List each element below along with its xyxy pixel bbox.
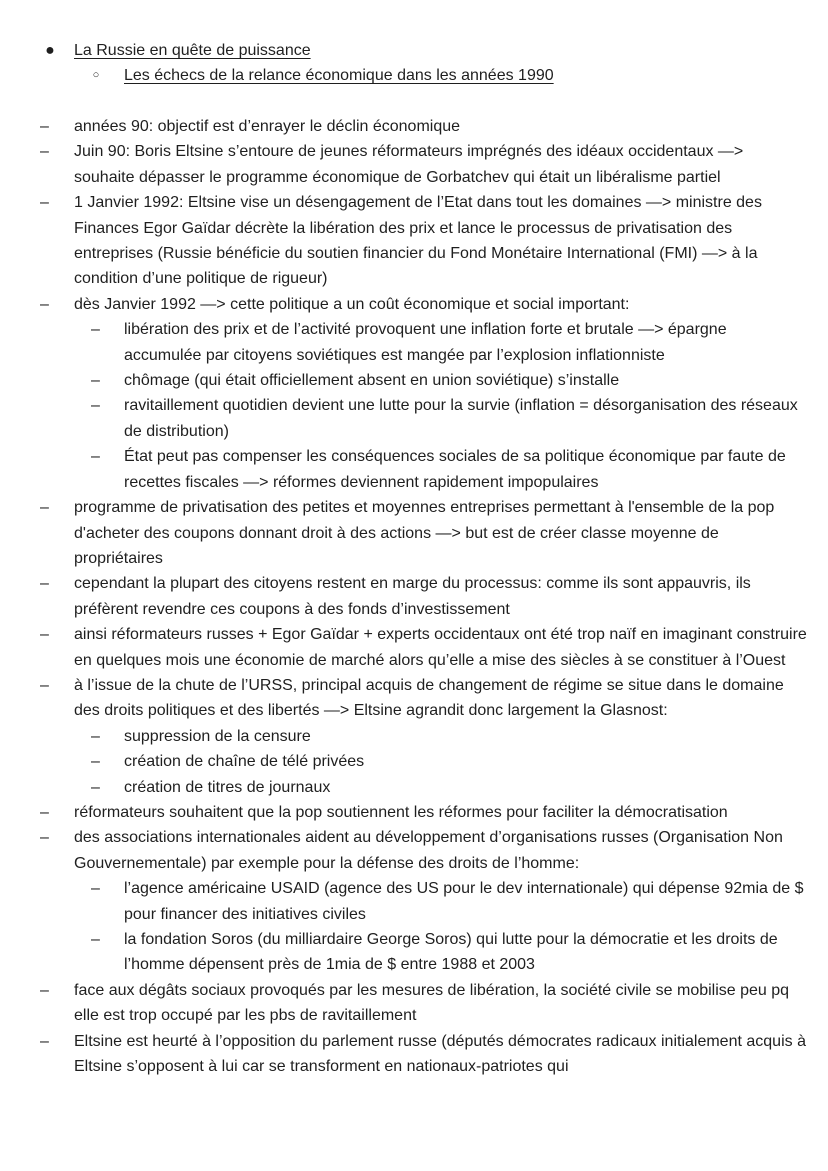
dash-bullet-icon: – [91, 372, 100, 390]
dash-bullet-icon: – [40, 143, 49, 161]
note-item [40, 673, 808, 800]
dash-bullet-icon: – [40, 295, 49, 313]
sub-list [74, 724, 808, 800]
dash-bullet-icon: – [91, 880, 100, 898]
dash-bullet-icon: – [91, 397, 100, 415]
dash-bullet-icon: – [40, 803, 49, 821]
sub-item-text: suppression de la censure [124, 727, 311, 745]
section-title: La Russie en quête de puissance [74, 42, 311, 59]
dash-bullet-icon: – [40, 626, 49, 644]
sub-item-text: chômage (qui était officiellement absent en union soviétique) s’installe [124, 372, 620, 390]
dash-bullet-icon: – [40, 118, 49, 135]
dash-bullet-icon: – [40, 194, 49, 212]
sub-item-text: État peut pas compenser les conséquences sociales de sa politique économique par faute de recettes fiscales —> réformes deviennent rapidement impopulaires [124, 448, 786, 491]
heading-level-1 [40, 38, 800, 63]
sub-item [74, 444, 808, 495]
dash-bullet-icon: – [40, 676, 49, 694]
sub-item-text: la fondation Soros (du milliardaire George Soros) qui lutte pour la démocratie et les droits de l’homme dépensent près de 1mia de $ entre 1988 et 2003 [124, 931, 778, 974]
note-text: 1 Janvier 1992: Eltsine vise un désengagement de l’Etat dans tout les domaines —> ministre des Finances Egor Gaïdar décrète la libération des prix et lance le processus de privatisation des entreprises (Russie bénéficie du soutien financier du Fond Monétaire International (FMI) —> à la condition d’une politique de rigueur) [74, 194, 762, 288]
note-item [40, 139, 808, 190]
note-item [40, 571, 808, 622]
note-text: ainsi réformateurs russes + Egor Gaïdar + experts occidentaux ont été trop naïf en imaginant construire en quelques mois une économie de marché alors qu’elle a mise des siècles à se constituer à l’Ouest [74, 626, 807, 669]
sub-item-text: ravitaillement quotidien devient une lutte pour la survie (inflation = désorganisation des réseaux de distribution) [124, 397, 798, 440]
sub-item-text: création de chaîne de télé privées [124, 753, 365, 771]
sub-item [74, 775, 808, 800]
note-text: programme de privatisation des petites et moyennes entreprises permettant à l'ensemble de la pop d'acheter des coupons donnant droit à des actions —> but est de créer classe moyenne de propriétaires [74, 499, 775, 567]
dash-bullet-icon: – [91, 753, 100, 771]
note-text: Eltsine est heurté à l’opposition du parlement russe (députés démocrates radicaux initialement acquis à Eltsine s’opposent à lui car se transforment en nationaux-patriotes qui [74, 1032, 806, 1076]
sub-item [74, 927, 808, 978]
filled-bullet-icon: ● [45, 42, 55, 59]
note-text: Juin 90: Boris Eltsine s’entoure de jeunes réformateurs imprégnés des idéaux occidentaux —> souhaite dépasser le programme économique de Gorbatchev qui était un libéralisme partiel [74, 143, 744, 186]
note-text: face aux dégâts sociaux provoqués par les mesures de libération, la société civile se mobilise peu pq elle est trop occupé par les pbs de ravitaillement [74, 981, 790, 1025]
note-item [40, 800, 808, 825]
sub-list [74, 876, 808, 978]
note-text: cependant la plupart des citoyens restent en marge du processus: comme ils sont appauvris, ils préfèrent revendre ces coupons à des fonds d’investissement [74, 575, 751, 618]
note-text: des associations internationales aident au développement d’organisations russes (Organisation Non Gouvernementale) par exemple pour la défense des droits de l’homme: [74, 829, 783, 872]
hollow-bullet-icon: ○ [92, 69, 100, 82]
dash-bullet-icon: – [91, 778, 100, 796]
note-item [40, 495, 808, 571]
note-item [40, 190, 808, 292]
dash-bullet-icon: – [40, 829, 49, 847]
sub-item-text: création de titres de journaux [124, 778, 331, 796]
heading-level-2 [40, 63, 800, 88]
sub-item [74, 749, 808, 774]
notes-list [40, 114, 808, 1079]
sub-list [74, 317, 808, 495]
sub-item-text: libération des prix et de l’activité provoquent une inflation forte et brutale —> épargne accumulée par citoyens soviétiques est mangée par l’explosion inflationniste [124, 321, 727, 364]
dash-bullet-icon: – [40, 575, 49, 593]
note-text: à l’issue de la chute de l’URSS, principal acquis de changement de régime se situe dans le domaine des droits politiques et des libertés —> Eltsine agrandit donc largement la Glasnost: [74, 676, 784, 720]
sub-item [74, 724, 808, 749]
section-subtitle: Les échecs de la relance économique dans les années 1990 [124, 67, 554, 85]
sub-item [74, 317, 808, 368]
dash-bullet-icon: – [40, 1032, 49, 1050]
document-header [40, 38, 800, 89]
note-text: années 90: objectif est d’enrayer le déclin économique [74, 118, 461, 135]
note-item [40, 114, 808, 139]
dash-bullet-icon: – [40, 499, 49, 517]
note-text: dès Janvier 1992 —> cette politique a un coût économique et social important: [74, 295, 630, 313]
sub-item [74, 393, 808, 444]
dash-bullet-icon: – [91, 727, 100, 745]
sub-item [74, 876, 808, 927]
dash-bullet-icon: – [91, 931, 100, 948]
sub-item [74, 368, 808, 393]
note-item [40, 292, 808, 495]
note-item [40, 825, 808, 977]
dash-bullet-icon: – [91, 448, 100, 466]
dash-bullet-icon: – [40, 981, 49, 999]
note-item [40, 978, 808, 1029]
note-item [40, 1029, 808, 1080]
sub-item-text: l’agence américaine USAID (agence des US pour le dev internationale) qui dépense 92mia de $ pour financer des initiatives civiles [124, 880, 804, 923]
note-item [40, 622, 808, 673]
dash-bullet-icon: – [91, 321, 100, 339]
note-text: réformateurs souhaitent que la pop soutiennent les réformes pour faciliter la démocratisation [74, 803, 728, 821]
